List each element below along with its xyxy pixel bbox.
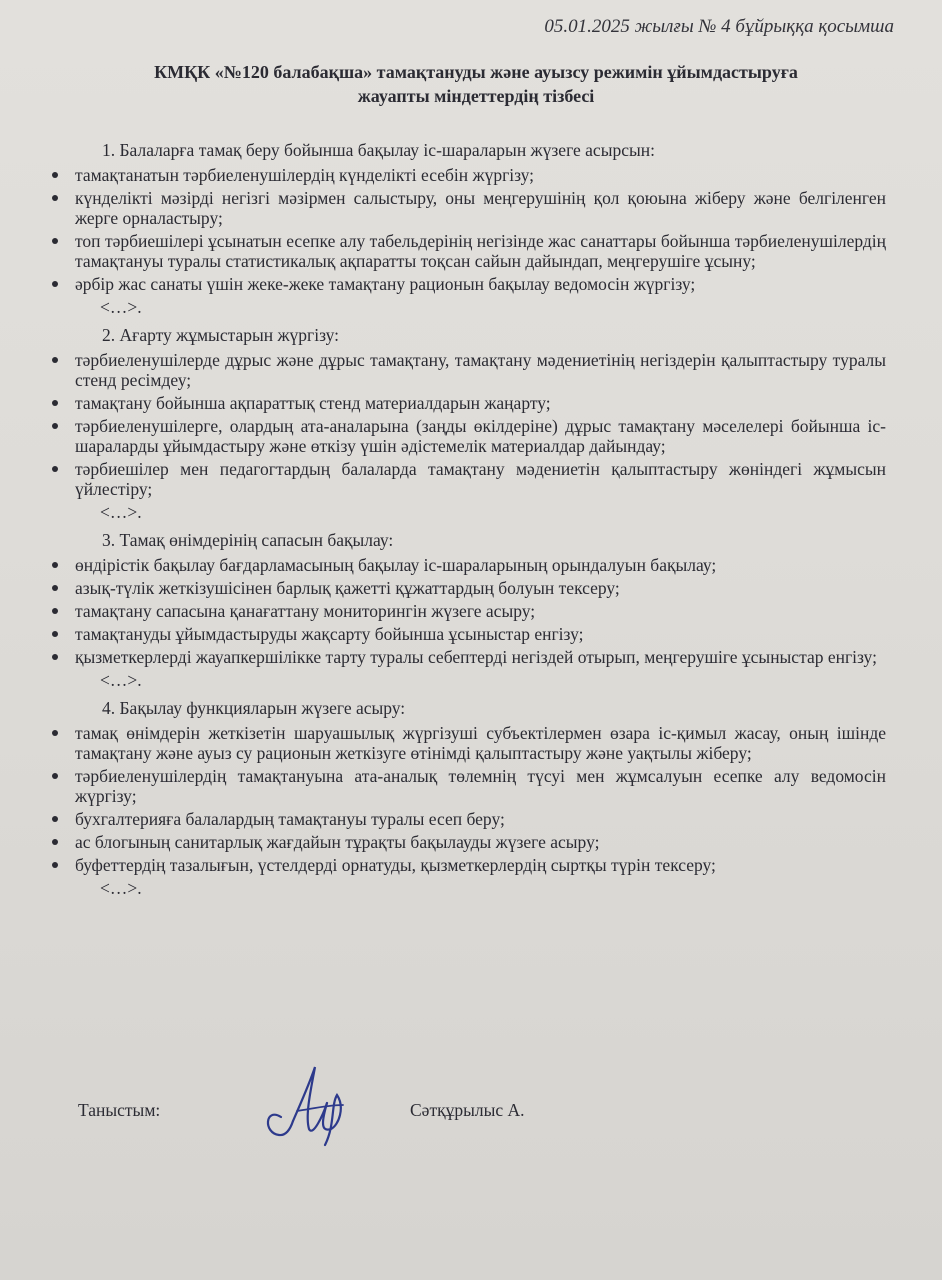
list-item: бухгалтерияға балалардың тамақтануы туралы есеп беру; <box>50 809 886 829</box>
list-item: топ тәрбиешілері ұсынатын есепке алу табельдерінің негізінде жас санаттары бойынша тәрбиеленушілердің тамақтануы туралы статистикалық ақпаратты тоқсан сайын дайындап, меңгерушіге ұсыну; <box>50 231 886 271</box>
ellipsis: <…>. <box>100 670 142 690</box>
list-item: қызметкерлерді жауапкершілікке тарту туралы себептерді негіздей отырып, меңгерушіге ұсыныстар енгізу; <box>50 647 886 667</box>
list-item: күнделікті мәзірді негізгі мәзірмен салыстыру, оны меңгерушінің қол қоюына жіберу және белгіленген жерге орналастыру; <box>50 188 886 228</box>
section-list <box>50 165 886 294</box>
section-2 <box>50 325 886 522</box>
section-heading: 2. Ағарту жұмыстарын жүргізу: <box>102 325 340 345</box>
ellipsis: <…>. <box>100 502 142 522</box>
list-item: тәрбиеленушілерге, олардың ата-аналарына (заңды өкілдеріне) дұрыс тамақтану мәселелері бойынша іс-шараларды ұйымдастыру және өткізу үшін әдістемелік материалдар дайындау; <box>50 416 886 456</box>
acknowledged-label: Таныстым: <box>78 1100 161 1120</box>
section-1 <box>50 140 886 317</box>
section-heading: 1. Балаларға тамақ беру бойынша бақылау іс-шараларын жүзеге асырсын: <box>102 140 655 160</box>
ellipsis: <…>. <box>100 878 142 898</box>
section-4 <box>50 698 886 898</box>
list-item: тамақтану бойынша ақпараттық стенд материалдарын жаңарту; <box>50 393 886 413</box>
document-body <box>50 140 886 906</box>
section-list <box>50 723 886 875</box>
list-item: азық-түлік жеткізушісінен барлық қажетті құжаттардың болуын тексеру; <box>50 578 886 598</box>
signature-block <box>78 1100 858 1160</box>
signer-name: Сәтқұрылыс А. <box>410 1100 525 1120</box>
title-line-1: КМҚК «№120 балабақша» тамақтануды және ауызсу режимін ұйымдастыруға <box>154 62 798 82</box>
ellipsis: <…>. <box>100 297 142 317</box>
list-item: тәрбиеленушілердің тамақтануына ата-аналық төлемнің түсуі мен жұмсалуын есепке алу ведомосін жүргізу; <box>50 766 886 806</box>
list-item: ас блогының санитарлық жағдайын тұрақты бақылауды жүзеге асыру; <box>50 832 886 852</box>
handwritten-signature-icon <box>253 1055 363 1155</box>
section-3 <box>50 530 886 690</box>
list-item: әрбір жас санаты үшін жеке-жеке тамақтану рационын бақылау ведомосін жүргізу; <box>50 274 886 294</box>
section-heading: 4. Бақылау функцияларын жүзеге асыру: <box>102 698 406 718</box>
section-list <box>50 555 886 667</box>
document-title <box>60 60 892 108</box>
appendix-note: 05.01.2025 жылғы № 4 бұйрыққа қосымша <box>544 16 894 37</box>
list-item: тәрбиешілер мен педагогтардың балаларда тамақтану мәдениетін қалыптастыру жөніндегі жұмысын үйлестіру; <box>50 459 886 499</box>
title-line-2: жауапты міндеттердің тізбесі <box>357 86 595 106</box>
list-item: тамақтанатын тәрбиеленушілердің күнделікті есебін жүргізу; <box>50 165 886 185</box>
section-list <box>50 350 886 499</box>
list-item: буфеттердің тазалығын, үстелдерді орнатуды, қызметкерлердің сыртқы түрін тексеру; <box>50 855 886 875</box>
list-item: өндірістік бақылау бағдарламасының бақылау іс-шараларының орындалуын бақылау; <box>50 555 886 575</box>
section-heading: 3. Тамақ өнімдерінің сапасын бақылау: <box>102 530 394 550</box>
list-item: тамақтануды ұйымдастыруды жақсарту бойынша ұсыныстар енгізу; <box>50 624 886 644</box>
list-item: тамақ өнімдерін жеткізетін шаруашылық жүргізуші субъектілермен өзара іс-қимыл жасау, оның ішінде тамақтану және ауыз су рационын жеткізуге өтінімді қалыптастыру және уақтылы жіберу; <box>50 723 886 763</box>
list-item: тамақтану сапасына қанағаттану мониторингін жүзеге асыру; <box>50 601 886 621</box>
list-item: тәрбиеленушілерде дұрыс және дұрыс тамақтану, тамақтану мәдениетінің негіздерін қалыптастыру туралы стенд ресімдеу; <box>50 350 886 390</box>
